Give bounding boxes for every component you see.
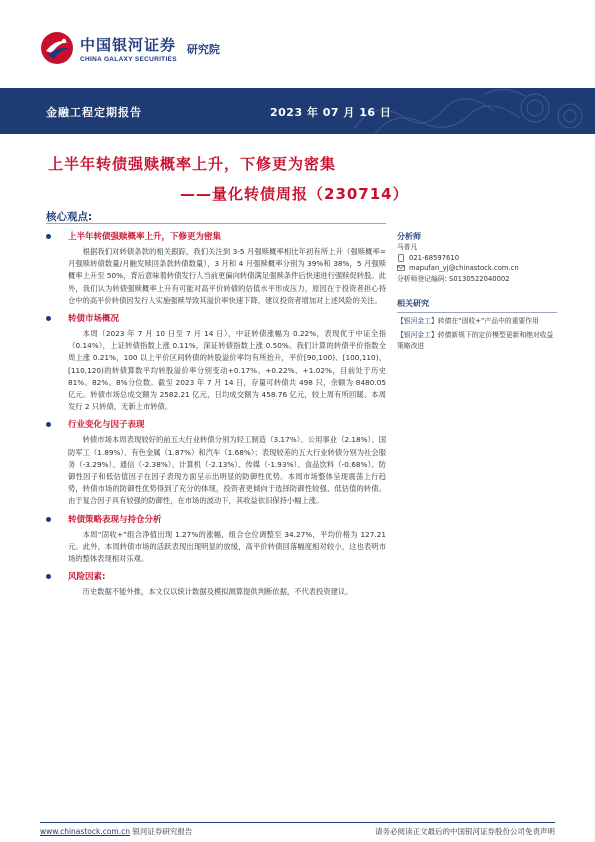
section-heading: 风险因素: — [68, 572, 106, 583]
core-view-content — [46, 231, 386, 604]
section-body: 历史数据不能外推，本文仅以统计数据及模拟测算提供判断依据，不代表投资建议。 — [82, 587, 353, 597]
bullet-icon — [46, 517, 51, 522]
bullet-icon — [46, 422, 51, 427]
footer-report-label: 银河证券研究报告 — [132, 827, 193, 836]
section-body: 本周“固收+”组合净值出现 1.27%的涨幅，组合仓位调整至 34.27%，平均价格为 127.21 元。此外，本周转债市场的活跃表现出现明显的放缓，高平价转债回落幅度相对较小，这也表明市场的整体表现相对乐观。 — [68, 529, 386, 564]
website-link[interactable]: www.chinastock.com.cn — [40, 827, 130, 836]
company-logo — [40, 28, 220, 68]
analyst-phone: 021-68597610 — [409, 253, 460, 262]
license-number: S0130522040002 — [449, 274, 510, 283]
page-title: 上半年转债强赎概率上升，下修更为密集 — [48, 155, 337, 173]
report-type: 金融工程定期报告 — [46, 106, 142, 119]
analyst-heading: 分析师 — [397, 232, 421, 241]
bullet-icon — [46, 316, 51, 321]
logo-en-text: CHINA GALAXY SECURITIES — [80, 55, 177, 63]
report-banner — [0, 88, 595, 134]
core-view-label: 核心观点: — [46, 211, 93, 223]
related-heading: 相关研究 — [397, 299, 429, 308]
bullet-icon — [46, 574, 51, 579]
sidebar — [397, 231, 557, 352]
section-heading: 行业变化与因子表现 — [68, 420, 145, 431]
section-body: 转债市场本周表现较好的前五大行业转债分别为轻工制造（3.17%）、公用事业（2.18%）、国防军工（1.89%）、有色金属（1.87%）和汽车（1.68%）；表现较差的五大行业转债分别为社会服务（-3.29%）、通信（-2.38%）、计算机（-2.13%）、传媒（-1.93%）、食品饮料（-0.68%）。防御性因子和低估值因子在因子表现方面呈示出明显的防御性优势。本周市场整体呈现震荡上行趋势，转债市场的防御性优势得到了充分的体现，投资者更倾向于选择防御性较强、低估值的转债。由于复合因子具有较强的防御性，在市场的波动下，其收益依旧保持小幅上涨。 — [68, 435, 386, 506]
section-body: 本周（2023 年 7 月 10 日至 7 月 14 日），中证转债涨幅为 0.22%，表现优于中证全指（0.14%），上证转债指数上涨 0.11%，深证转债指数上涨 0.50%。我们计算的转债平价指数全周上涨 0.21%，100 以上平价区间转债的转股溢价率均有所抬升，平价[90,100)、[100,110)、[110,120)的转债算数平均转股溢价率分别变动+0.17%、+0.22%、+1.02%，目前处于历史 81%、82%、8%分位数。截至 2023 年 7 月 14 日，存量可转债共 498 只，余额为 8480.05 亿元。转债市场总成交额为 2582.21 亿元，日均成交额为 458.76 亿元，较上周有所回暖。本周发行 2 只转债，无新上市转债。 — [68, 329, 386, 412]
license-label: 分析师登记编码: — [397, 274, 447, 283]
institute-label: 研究院 — [186, 43, 220, 56]
page-subtitle: ——量化转债周报（230714） — [180, 185, 409, 203]
report-date: 2023 年 07 月 16 日 — [270, 106, 392, 119]
section-strategy — [46, 514, 386, 566]
analyst-email[interactable]: mapufan_yj@chinastock.com.cn — [409, 264, 519, 272]
phone-icon — [397, 254, 405, 262]
divider — [46, 223, 386, 224]
section-market-overview — [46, 313, 386, 413]
section-heading: 上半年转债强赎概率上升，下修更为密集 — [68, 232, 222, 242]
email-icon — [397, 264, 405, 272]
section-heading: 转债策略表现与持仓分析 — [68, 514, 162, 525]
section-heading: 转债市场概况 — [68, 314, 120, 325]
section-body: 根据我们对转债条款的相关跟踪，我们关注到 3-5 月强赎概率相比年初有所上升（强赎概率=月强赎转债数量/月触发赎回条款转债数量），3 月和 4 月强赎概率分别为 39%和 38%，5 月强赎概率上升至 50%，背后意味着转债发行人当前更偏向转债满足强赎条件后快速进行强赎促转股。此外，我们认为转债强赎概率上升有可能对高平价转债的估值水平形成压力，原因在于投资者担心持仓中的高平价转债因发行人实施强赎导致其溢价率快速下降，建议投资者增加对上述风险的关注。 — [68, 247, 386, 305]
bullet-icon — [46, 234, 51, 239]
footer-left — [40, 826, 192, 837]
divider — [397, 312, 557, 313]
footer-divider — [40, 822, 555, 823]
related-item[interactable]: 【银河金工】转债新规下的定价模型更新和绝对收益策略改进 — [397, 331, 554, 350]
analyst-name: 马普凡 — [397, 243, 418, 251]
section-risk — [46, 571, 386, 598]
section-industry-factor — [46, 419, 386, 507]
related-item[interactable]: 【银河金工】转债在“固收+”产品中的重要作用 — [397, 317, 539, 325]
footer-disclaimer: 请务必阅读正文最后的中国银河证券股份公司免责声明 — [375, 827, 555, 836]
galaxy-logo-icon — [40, 31, 74, 65]
section-redemption — [46, 231, 386, 307]
logo-cn-text: 中国银河证券 — [80, 35, 177, 54]
